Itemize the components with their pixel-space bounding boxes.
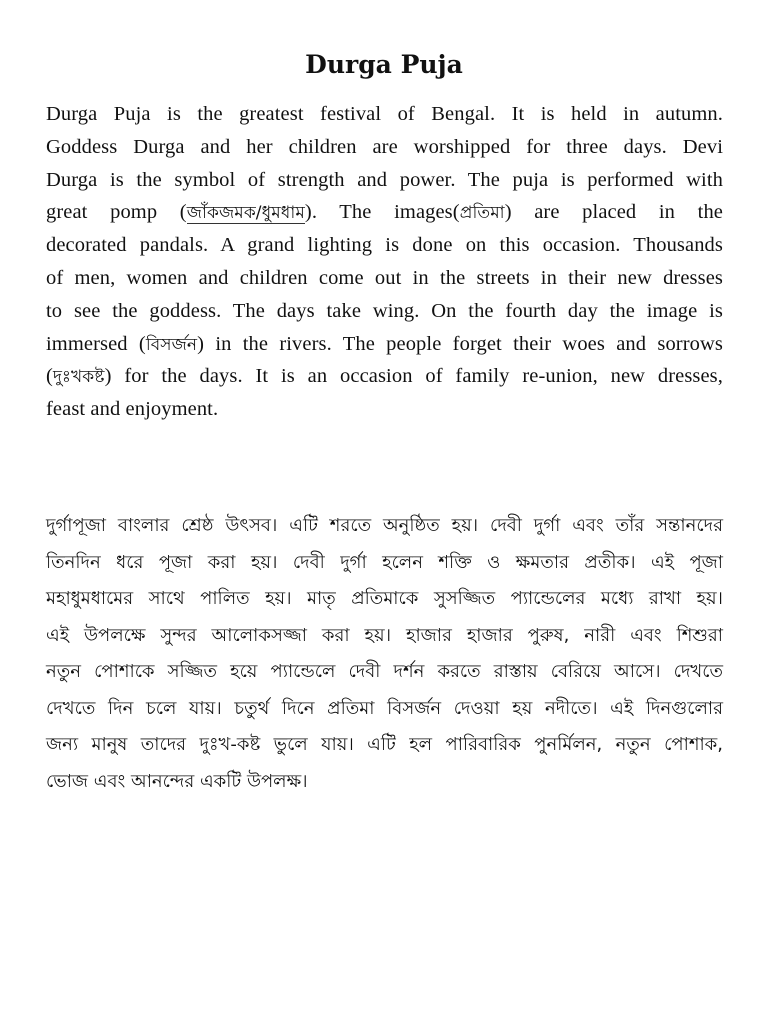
english-line: Durga Puja is the greatest festival of Bengal. It is held in autumn.: [46, 103, 723, 125]
bengali-line: দেখতে দিন চলে যায়। চতুর্থ দিনে প্রতিমা বিসর্জন দেওয়া হয় নদীতে। এই দিনগুলোর: [46, 697, 723, 719]
english-line: of men, women and children come out in the streets in their new dresses: [46, 266, 723, 289]
bengali-line: ভোজ এবং আনন্দের একটি উপলক্ষ।: [46, 770, 308, 792]
english-text: ) are placed in the: [504, 201, 723, 224]
english-text: great pomp (: [46, 201, 187, 224]
english-paragraph: [46, 98, 723, 426]
bengali-paragraph: [46, 508, 723, 800]
english-line: [46, 196, 723, 229]
bengali-line: জন্য মানুষ তাদের দুঃখ-কষ্ট ভুলে যায়। এটি হল পারিবারিক পুনর্মিলন, নতুন পোশাক,: [46, 734, 723, 755]
english-text: ) in the rivers. The people forget their woes and sorrows: [197, 332, 723, 355]
bengali-line: দুর্গাপূজা বাংলার শ্রেষ্ঠ উৎসব। এটি শরতে অনুষ্ঠিত হয়। দেবী দুর্গা এবং তাঁর সন্তানদের: [46, 515, 723, 536]
bengali-gloss: দুঃখকষ্ট: [52, 367, 105, 388]
english-text: (: [46, 365, 53, 388]
bengali-line: তিনদিন ধরে পূজা করা হয়। দেবী দুর্গা হলেন শক্তি ও ক্ষমতার প্রতীক। এই পূজা: [46, 551, 723, 573]
english-text: immersed (: [46, 332, 146, 355]
english-line: Durga is the symbol of strength and power. The puja is performed with: [46, 168, 723, 191]
english-text: ) for the days. It is an occasion of family re-union, new dresses,: [104, 365, 723, 388]
english-line: decorated pandals. A grand lighting is done on this occasion. Thousands: [46, 234, 723, 257]
bengali-gloss: জাঁকজমক/ধুমধাম: [186, 203, 305, 224]
english-line: [46, 328, 723, 361]
english-line: feast and enjoyment.: [46, 398, 219, 421]
bengali-line: মহাধুমধামের সাথে পালিত হয়। মাতৃ প্রতিমাকে সুসজ্জিত প্যান্ডেলের মধ্যে রাখা হয়।: [46, 588, 723, 609]
english-line: Goddess Durga and her children are worshipped for three days. Devi: [46, 135, 723, 158]
english-line: to see the goddess. The days take wing. On the fourth day the image is: [46, 299, 723, 322]
english-line: [46, 360, 723, 393]
bengali-gloss: প্রতিমা: [459, 203, 505, 224]
bengali-line: এই উপলক্ষে সুন্দর আলোকসজ্জা করা হয়। হাজার হাজার পুরুষ, নারী এবং শিশুরা: [46, 624, 723, 646]
bengali-line: নতুন পোশাকে সজ্জিত হয়ে প্যান্ডেলে দেবী দর্শন করতে রাস্তায় বেরিয়ে আসে। দেখতে: [46, 661, 723, 682]
page-title: Durga Puja: [305, 50, 463, 79]
bengali-gloss: বিসর্জন: [145, 334, 198, 355]
english-text: ). The images(: [304, 201, 460, 224]
